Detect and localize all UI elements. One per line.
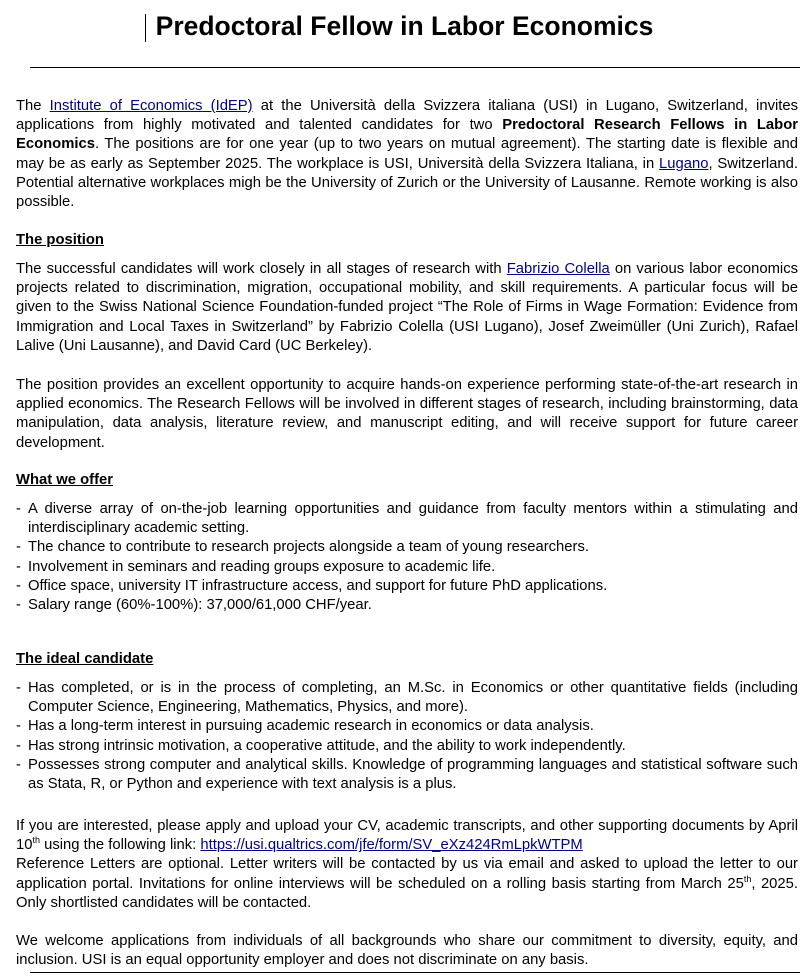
- candidate-item: - Has strong intrinsic motivation, a cooperative attitude, and the ability to work independently.: [16, 737, 798, 756]
- intro-text-2: at the Università della Svizzera italiana (USI) in Lugano, Switzerland, invites applications from highly motivated and talented candidates for two: [16, 98, 798, 134]
- offer-list: [16, 500, 798, 615]
- apply-paragraph: [16, 817, 798, 913]
- candidate-heading: The ideal candidate: [16, 651, 154, 667]
- offer-item: - The chance to contribute to research projects alongside a team of young researchers.: [16, 538, 798, 557]
- intro-text-4: , Switzerland. Potential alternative workplaces migh be the University of Zurich or the University of Lausanne. Remote working is also possible.: [16, 155, 798, 211]
- candidate-item: - Has a long-term interest in pursuing academic research in economics or data analysis.: [16, 717, 798, 736]
- apply-text-2: using the following link:: [39, 837, 201, 854]
- position-text-1: The successful candidates will work closely in all stages of research with: [16, 261, 507, 277]
- offer-heading: What we offer: [16, 472, 114, 488]
- apply-sup-1: th: [32, 835, 40, 846]
- offer-item: - A diverse array of on-the-job learning opportunities and guidance from faculty mentors within a stimulating and interdisciplinary academic setting.: [16, 500, 798, 538]
- apply-text-3: Reference Letters are optional. Letter writers will be contacted by us via email and asked to upload the letter to our application portal. Invitations for online interviews will be scheduled on a rolling basis starting from March 25: [16, 856, 798, 892]
- position-paragraph-1: [16, 260, 798, 356]
- page-title: Predoctoral Fellow in Labor Economics: [155, 11, 654, 41]
- offer-item: - Involvement in seminars and reading groups exposure to academic life.: [16, 558, 798, 577]
- offer-item: - Office space, university IT infrastructure access, and support for future PhD applications.: [16, 577, 798, 596]
- intro-paragraph: [16, 97, 798, 212]
- intro-text-1: The: [16, 98, 50, 114]
- title-divider: [30, 67, 800, 68]
- intro-text-3: . The positions are for one year (up to two years on mutual agreement). The starting date is flexible and may be as early as September 2025. The workplace is USI, Università della Svizzera Italiana, in: [16, 136, 798, 172]
- position-heading: The position: [16, 232, 104, 248]
- apply-text-1: If you are interested, please apply and upload your CV, academic transcripts, and other supporting documents by April 10: [16, 818, 798, 854]
- position-text-2: on various labor economics projects related to discrimination, migration, occupational mobility, and skill requirements. A particular focus will be given to the Swiss National Science Foundation-funded project “The Role of Firms in Wage Formation: Evidence from Immigration and Local Taxes in Switzerland” by Fabrizio Colella (USI Lugano), Josef Zweimüller (Uni Zurich), Rafael Lalive (Uni Lausanne), and David Card (UC Berkeley).: [16, 261, 798, 354]
- candidate-item: - Has completed, or is in the process of completing, an M.Sc. in Economics or other quantitative fields (including Computer Science, Engineering, Mathematics, Physics, and more).: [16, 679, 798, 717]
- footer-divider: [30, 972, 800, 973]
- apply-text-4: , 2025. Only shortlisted candidates will be contacted.: [16, 875, 798, 911]
- candidate-list-container: [16, 679, 798, 794]
- application-form-link[interactable]: https://usi.qualtrics.com/jfe/form/SV_eXz424RmLpkWTPM: [200, 837, 583, 854]
- lugano-link[interactable]: Lugano: [659, 155, 709, 172]
- candidate-item: - Possesses strong computer and analytical skills. Knowledge of programming languages and statistical software such as Stata, R, or Python and experience with text analysis is a plus.: [16, 756, 798, 794]
- closing-paragraph: We welcome applications from individuals of all backgrounds who share our commitment to diversity, equity, and inclusion. USI is an equal opportunity employer and does not discriminate on any basis.: [16, 933, 798, 969]
- apply-sup-2: th: [743, 873, 752, 884]
- intro-bold-positions: Predoctoral Research Fellows in Labor Economics: [16, 117, 798, 153]
- offer-list-container: [16, 500, 798, 615]
- fabrizio-colella-link[interactable]: Fabrizio Colella: [506, 261, 610, 277]
- position-paragraph-2: The position provides an excellent opportunity to acquire hands-on experience performing state-of-the-art research in applied economics. The Research Fellows will be involved in different stages of research, including brainstorming, data manipulation, data analysis, literature review, and manuscript editing, and will receive support for future career development.: [16, 377, 798, 451]
- idep-link[interactable]: Institute of Economics (IdEP): [49, 98, 253, 114]
- offer-item: - Salary range (60%-100%): 37,000/61,000 CHF/year.: [16, 596, 798, 615]
- candidate-list: [16, 679, 798, 794]
